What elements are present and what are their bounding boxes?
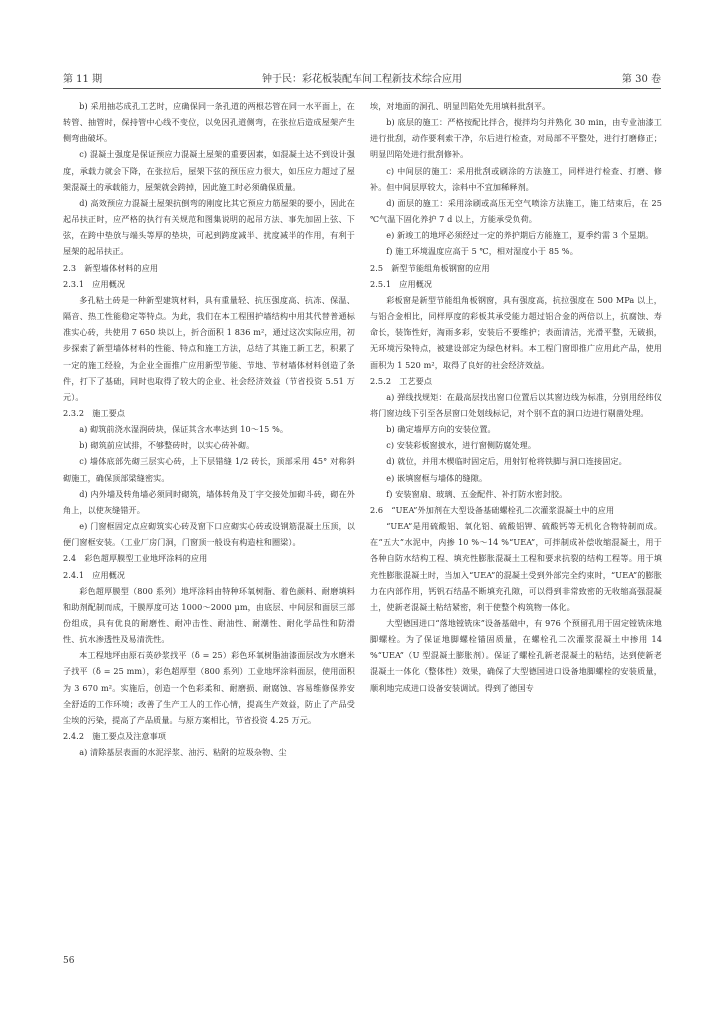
body-paragraph: a) 砌筑前浇水湿润砖块，保证其含水率达到 10～15 %。 [79, 424, 289, 435]
body-paragraph: c) 混凝土强度是保证预应力混凝土屋架的重要因素，如混凝土达不到设计强度，承载力就会下降，在张拉后，屋架下弦的预压应力很大，如压应力超过了屋架混凝土的承载能力，屋架就会跨掉，因此施工时必须确保质量。 [63, 149, 355, 192]
body-paragraph: b) 采用抽芯成孔工艺时，应确保同一条孔道的两根芯管在同一水平面上，在转管、抽管时，保持管中心线不变位，以免因孔道侧弯，在张拉后造成屋架产生侧弯曲破坏。 [63, 101, 355, 144]
section-heading: 2.5 新型节能组角板钢窗的应用 [370, 262, 490, 273]
body-paragraph: e) 新竣工的地坪必须经过一定的养护期后方能施工，夏季约需 3 个星期。 [386, 230, 654, 241]
section-heading: 2.5.2 工艺要点 [370, 375, 433, 386]
body-paragraph: c) 中间层的施工：采用批刮或刷涂的方法施工，同样进行检查、打磨、修补。但中间层厚较大，涂料中不宜加稀释剂。 [370, 165, 662, 192]
section-heading: 2.3.2 施工要点 [63, 407, 126, 418]
section-heading: 2.3.1 应用概况 [63, 278, 126, 289]
left-column [63, 98, 355, 760]
body-paragraph: f) 安装窗扇、玻璃、五金配件、补打防水密封胶。 [386, 488, 568, 499]
body-paragraph: d) 就位，并用木楔临时固定后，用射钉枪将铁脚与洞口连接固定。 [386, 456, 627, 467]
body-paragraph: 彩色超厚膜型（800 系列）地坪涂料由特种环氧树脂、着色颜料、耐磨填料和助剂配制而成，干膜厚度可达 1000～2000 μm，由底层、中间层和面层三部份组成，具有优良的耐磨性、耐冲击性、耐油性、耐潮性、耐化学品性和防滑性、抗水渗透性及易清洗性。 [63, 585, 355, 645]
running-header [63, 70, 661, 86]
body-paragraph: a) 弹线找规矩：在最高层找出窗口位置后以其窗边线为标准，分别用经纬仪将门窗边线下引至各层窗口处划线标记，对个别不直的洞口边进行剔凿处理。 [370, 391, 662, 418]
body-paragraph: f) 施工环境温度应高于 5 ℃，相对湿度小于 85 %。 [386, 246, 578, 257]
body-paragraph: e) 门窗框固定点应砌筑实心砖及窗下口应砌实心砖或设钢筋混凝土压顶，以便门窗框安装。（工业厂房门洞，门窗顶一般设有构造柱和圈梁）。 [63, 521, 355, 548]
body-paragraph: “UEA”是用硫酸铝、氧化铝、硫酸铝钾、硫酸钙等无机化合物特制而成。在“五大”水泥中，内掺 10 %～14 %“UEA”，可拌制成补偿收缩混凝土，用于各种自防水结构工程、填充性膨胀混凝土工程和要求抗裂的结构工程等。用于填充性膨胀混凝土时，当加入“UEA”的混凝土受到外部完全约束时，“UEA”的膨胀力在内部作用，钙钒石结晶不断填充孔隙，可以得到非常致密的无收缩高强混凝土，使新老混凝土粘结紧密，利于使整个构筑物一体化。 [370, 521, 662, 612]
issue-number: 第 11 期 [63, 74, 103, 85]
body-paragraph: b) 砌筑前应试排，不够整砖时，以实心砖补砌。 [79, 440, 255, 451]
right-column [370, 98, 662, 696]
section-heading: 2.4.1 应用概况 [63, 569, 126, 580]
section-heading: 2.4 彩色超厚膜型工业地坪涂料的应用 [63, 553, 208, 564]
body-paragraph: c) 墙体底部先砌三层实心砖，上下层错缝 1/2 砖长，顶部采用 45° 对称斜砌施工，确保顶部梁缝密实。 [63, 456, 355, 483]
body-paragraph: b) 确定墙厚方向的安装位置。 [386, 424, 496, 435]
body-paragraph: 大型德国进口“落地镗铣床”设备基础中，有 976 个预留孔用于固定镗铣床地脚螺栓。为了保证地脚螺栓锚固质量，在螺栓孔二次灌浆混凝土中掺用 14 %“UEA”（U 型混凝土膨胀剂）。保证了螺栓孔新老混凝土的粘结，达到使新老混凝土一体化（整体性）效果，确保了大型德国进口设备地脚螺栓的安装质量，顺利地完成进口设备安装调试。得到了德国专 [370, 618, 662, 693]
page-number: 56 [63, 956, 75, 966]
body-paragraph: c) 安装彩板窗披水，进行窗侧防腐处理。 [386, 440, 537, 451]
section-heading: 2.6 “UEA”外加剂在大型设备基础螺栓孔二次灌浆混凝土中的应用 [370, 504, 615, 515]
header-rule [63, 88, 661, 89]
body-paragraph: 本工程地坪由原石英砂浆找平（δ = 25）彩色环氧树脂油漆面层改为水磨米子找平（δ = 25 mm），彩色超厚型（800 系列）工业地坪涂料面层，使用面积为 3 670 m²。实施后，创造一个色彩柔和、耐磨损、耐腐蚀、容易维修保养安全舒适的工作环境；改善了生产工人的工作心情，提高生产效益，防止了产品受尘埃的污染，提高了产品质量。与原方案相比，节省投资 4.25 万元。 [63, 650, 355, 725]
article-title: 钟于民：彩花板装配车间工程新技术综合应用 [262, 74, 462, 85]
body-paragraph: e) 嵌填窗框与墙体的缝隙。 [386, 472, 488, 483]
body-paragraph: d) 面层的施工：采用涂刷或高压无空气喷涂方法施工，施工结束后，在 25 ℃气温下固化养护 7 d 以上，方能承受负荷。 [370, 197, 662, 225]
section-heading: 2.4.2 施工要点及注意事项 [63, 731, 167, 742]
volume-number: 第 30 卷 [621, 74, 661, 85]
body-paragraph: d) 内外墙及转角墙必须同时砌筑，墙体转角及丁字交接处加砌斗砖，砌在外角上，以使灰缝错开。 [63, 488, 355, 515]
body-paragraph: b) 底层的施工：严格按配比拌合，搅拌均匀并熟化 30 min，由专业油漆工进行批刮，动作要利索干净，尔后进行检查，对局部不平整处，进行打磨修正；明显凹陷处进行批刮修补。 [370, 117, 662, 160]
body-paragraph: d) 高效预应力混凝土屋架抗倒弯的刚度比其它预应力筋屋架的要小，因此在起吊扶正时，应严格的执行有关规范和图集说明的起吊方法、事先加固上弦、下弦，在跨中垫放与端头等厚的垫块，可起到跨度减半、扰度减半的作用，有利于屋架的起吊扶正。 [63, 197, 355, 257]
section-heading: 2.3 新型墙体材料的应用 [63, 262, 159, 273]
section-heading: 埃，对地面的洞孔、明显凹陷处先用填料批刮平。 [370, 101, 551, 111]
body-paragraph: 多孔粘土砖是一种新型建筑材料，具有重量轻、抗压强度高、抗冻、保温、隔音、热工性能稳定等特点。为此，我们在本工程围护墙结构中用其代替普通标准实心砖，共使用 7 650 块以上，折合面积 1 836 m²，通过这次实际应用，初步探索了新型墙体材料的性能、特点和施工方法，总结了其施工新工艺，积累了一定的施工经验，为企业全面推广应用新型节能、节地、节材墙体材料创造了条件，打下了基础，同时也取得了较大的企业、社会经济效益（节省投资 5.51 万元）。 [63, 294, 355, 402]
body-paragraph: a) 清除基层表面的水泥浮浆、油污、粘附的垃圾杂物、尘 [79, 747, 287, 758]
section-heading: 2.5.1 应用概况 [370, 278, 433, 289]
body-paragraph: 彩板窗是新型节能组角板钢窗，具有强度高，抗拉强度在 500 MPa 以上，与铝合金相比，同样厚度的彩板其承受能力超过铝合金的两倍以上，抗腐蚀、寿命长，装饰性好，淘雨多彩，安装后不要维护；表面清洁，光滑平整，无破损，无环境污染特点，被建设部定为绿色材料。本工程门窗即推广应用此产品，使用面积为 1 520 m²，取得了良好的社会经济效益。 [370, 294, 662, 370]
